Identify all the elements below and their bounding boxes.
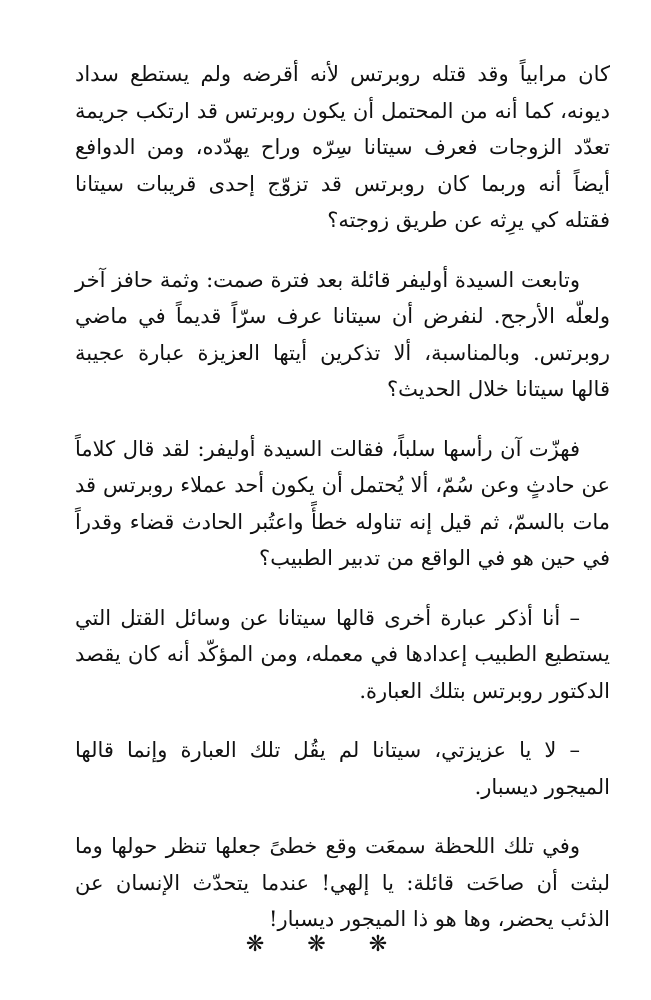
page-body	[75, 56, 610, 961]
section-separator: ❋ ❋ ❋	[245, 932, 406, 957]
paragraph-2: وتابعت السيدة أوليفر قائلة بعد فترة صمت: وثمة حافز آخر ولعلّه الأرجح. لنفرض أن سيتانا عرف سرّاً قديماً في ماضي روبرتس. وبالمناسبة، ألا تذكرين أيتها العزيزة عبارة عجيبة قالها سيتانا خلال الحديث؟	[75, 267, 610, 401]
paragraph-6: وفي تلك اللحظة سمعَت وقع خطىً جعلها تنظر حولها وما لبثت أن صاحَت قائلة: يا إلهي! عندما يتحدّث الإنسان عن الذئب يحضر، وها هو ذا الميجور ديسبار!	[75, 834, 610, 931]
paragraph-5: – لا يا عزيزتي، سيتانا لم يقُل تلك العبارة وإنما قالها الميجور ديسبار.	[75, 738, 610, 799]
paragraph-1: كان مرابياً وقد قتله روبرتس لأنه أقرضه ولم يستطع سداد ديونه، كما أنه من المحتمل أن يكون روبرتس قد ارتكب جريمة تعدّد الزوجات فعرف سيتانا سِرّه وراح يهدّده، ومن الدوافع أيضاً أنه وربما كان روبرتس قد تزوّج إحدى قريبات سيتانا فقتله كي يرِثه عن طريق زوجته؟	[75, 62, 610, 232]
paragraph-3: فهزّت آن رأسها سلباً، فقالت السيدة أوليفر: لقد قال كلاماً عن حادثٍ وعن سُمّ، ألا يُحتمل أن يكون أحد عملاء روبرتس قد مات بالسمّ، ثم قيل إنه تناوله خطأً واعتُبر الحادث قضاء وقدراً في حين هو في الواقع من تدبير الطبيب؟	[75, 436, 610, 570]
paragraph-4: – أنا أذكر عبارة أخرى قالها سيتانا عن وسائل القتل التي يستطيع الطبيب إعدادها في معمله، ومن المؤكّد أنه كان يقصد الدكتور روبرتس بتلك العبارة.	[75, 605, 610, 703]
